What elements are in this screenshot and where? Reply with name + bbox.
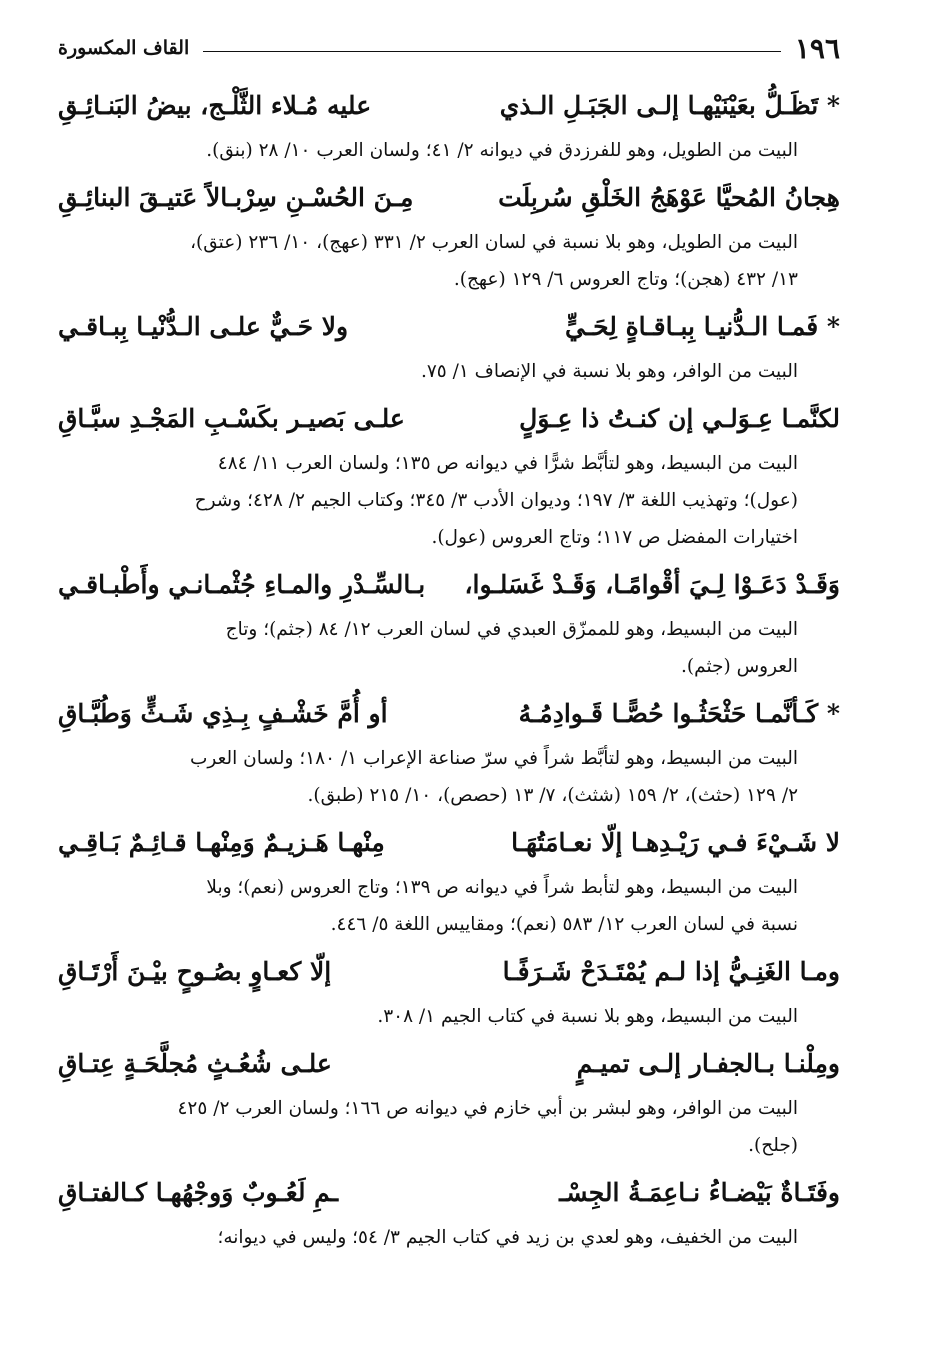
- verse-entry: [58, 559, 840, 685]
- first-hemistich: لا شَـيْءَ فـي رَيْـدِهـا إلّا نعـامَتُهَـا: [511, 828, 840, 857]
- note-line: البيت من الخفيف، وهو لعدي بن زيد في كتاب الجيم ٣/ ٥٤؛ وليس في ديوانه؛: [217, 1227, 798, 1248]
- section-title: القاف المكسورة: [58, 37, 190, 59]
- note-line: البيت من الوافر، وهو بلا نسبة في الإنصاف ١/ ٧٥.: [420, 361, 798, 382]
- note-line: البيت من البسيط، وهو للممزّق العبدي في لسان العرب ١٢/ ٨٤ (جثم)؛ وتاج: [225, 619, 798, 640]
- first-hemistich: * تَظَـلُّ بعَيْنَيْهـا إلـى الجَبَـلِ الـذي: [499, 91, 840, 120]
- first-hemistich: وفَتَـاةٌ بَيْضـاءُ نـاعِمَـةُ الجِسْـ: [559, 1178, 840, 1207]
- verse-line: [58, 301, 840, 351]
- verse-line: [58, 1167, 840, 1217]
- verse-note: [58, 353, 840, 390]
- second-hemistich: علـى شُعُـثٍ مُجلَّحَـةٍ عِتـاقِ: [58, 1049, 332, 1078]
- verse-line: [58, 946, 840, 996]
- second-hemistich: مِنْهـا هَـزيـمٌ وَمِنْهـا قـائِـمٌ بَـاقِـي: [58, 828, 385, 857]
- first-hemistich: * كَـأنَّمـا حَثْحَثُـوا حُصًّـا قَـوادِمُـهُ: [518, 699, 840, 728]
- verse-note: [58, 998, 840, 1035]
- verse-line: [58, 1038, 840, 1088]
- verse-entry: [58, 1038, 840, 1164]
- verse-entry: [58, 817, 840, 943]
- first-hemistich: هِجانُ المُحيَّا عَوْهَجُ الخَلْقِ سُربِلَت: [498, 183, 840, 212]
- first-hemistich: ومـا الغَنِـيُّ إذا لـم يُمْتَـدَحْ شَـرَفًـا: [502, 957, 840, 986]
- note-line: البيت من الطويل، وهو بلا نسبة في لسان العرب ٢/ ٣٣١ (عهج)، ١٠/ ٢٣٦ (عتق)،: [190, 232, 798, 253]
- page-number: ١٩٦: [794, 31, 840, 65]
- second-hemistich: علـى بَصيـر بكَسْـبِ المَجْـدِ سبَّـاقِ: [58, 404, 405, 433]
- verse-line: [58, 80, 840, 130]
- verse-note: [58, 224, 840, 298]
- verse-entry: [58, 172, 840, 298]
- first-hemistich: ومِلْنـا بـالجفـار إلـى تميـمٍ: [576, 1049, 840, 1078]
- verse-line: [58, 393, 840, 443]
- verse-entry: [58, 393, 840, 556]
- first-hemistich: * فَمـا الـدُّنيـا بِبـاقـاةٍ لِحَـيٍّ: [564, 312, 840, 341]
- second-hemistich: عليه مُـلاء الثَّلْـج، بيضُ البَنـائِـقِ: [58, 91, 372, 120]
- note-line: العروس (جثم).: [681, 656, 798, 677]
- note-line: نسبة في لسان العرب ١٢/ ٥٨٣ (نعم)؛ ومقاييس اللغة ٥/ ٤٤٦.: [330, 914, 798, 935]
- second-hemistich: ولا حَـيٌّ علـى الـدُّنْيـا بِبـاقـي: [58, 312, 349, 341]
- second-hemistich: أو أُمَّ خَشْـفٍ بِـذِي شَـثٍّ وَطُبَّـاقِ: [58, 699, 388, 728]
- verse-note: [58, 445, 840, 556]
- verse-entry: [58, 1167, 840, 1256]
- verse-note: [58, 611, 840, 685]
- note-line: (عول)؛ وتهذيب اللغة ٣/ ١٩٧؛ وديوان الأدب ٣/ ٣٤٥؛ وكتاب الجيم ٢/ ٤٢٨؛ وشرح: [194, 490, 798, 511]
- second-hemistich: بـالسِّـدْرِ والمـاءِ جُثْمـانـي وأَطْبـاقـي: [58, 570, 426, 599]
- verse-line: [58, 817, 840, 867]
- second-hemistich: مِـنَ الحُسْـنِ سِرْبـالاً عَتيـقَ البنائِـقِ: [58, 183, 414, 212]
- first-hemistich: لكنَّمـا عِـوَلـي إن كنـتُ ذا عِـوَلٍ: [519, 404, 840, 433]
- note-line: اختيارات المفضل ص ١١٧؛ وتاج العروس (عول).: [431, 527, 798, 548]
- verse-line: [58, 559, 840, 609]
- verse-entry: [58, 946, 840, 1035]
- second-hemistich: ـمِ لَعُـوبٌ وَوجْهُهـا كـالفتـاقِ: [58, 1178, 339, 1207]
- verse-entry: [58, 688, 840, 814]
- page-header: [58, 30, 840, 66]
- verse-line: [58, 688, 840, 738]
- note-line: البيت من البسيط، وهو لتأبَّط شراً في سرّ صناعة الإعراب ١/ ١٨٠؛ ولسان العرب: [189, 748, 798, 769]
- verse-line: [58, 172, 840, 222]
- verse-entry: [58, 80, 840, 169]
- note-line: ٢/ ١٢٩ (حثث)، ٢/ ١٥٩ (شثث)، ٧/ ١٣ (حصص)، ١٠/ ٢١٥ (طبق).: [307, 785, 798, 806]
- verse-note: [58, 869, 840, 943]
- note-line: البيت من الطويل، وهو للفرزدق في ديوانه ٢/ ٤١؛ ولسان العرب ١٠/ ٢٨ (بنق).: [206, 140, 798, 161]
- note-line: البيت من البسيط، وهو لتأبَّط شرًّا في ديوانه ص ١٣٥؛ ولسان العرب ١١/ ٤٨٤: [217, 453, 798, 474]
- verse-note: [58, 1219, 840, 1256]
- note-line: البيت من البسيط، وهو لتأبط شراً في ديوانه ص ١٣٩؛ وتاج العروس (نعم)؛ وبلا: [206, 877, 798, 898]
- note-line: ١٣/ ٤٣٢ (هجن)؛ وتاج العروس ٦/ ١٢٩ (عهج).: [453, 269, 798, 290]
- note-line: البيت من البسيط، وهو بلا نسبة في كتاب الجيم ١/ ٣٠٨.: [377, 1006, 798, 1027]
- verse-entry: [58, 301, 840, 390]
- note-line: البيت من الوافر، وهو لبشر بن أبي خازم في ديوانه ص ١٦٦؛ ولسان العرب ٢/ ٤٢٥: [177, 1098, 798, 1119]
- entries-list: [58, 80, 840, 1259]
- second-hemistich: إلّا كعـاوٍ بصُـوحٍ بيْـنَ أَرْتَـاقِ: [58, 957, 332, 986]
- verse-note: [58, 1090, 840, 1164]
- note-line: (جلح).: [748, 1135, 798, 1156]
- header-rule: [203, 51, 781, 52]
- verse-note: [58, 132, 840, 169]
- first-hemistich: وَقَـدْ دَعَـوْا لِـيَ أقْوامًـا، وَقَـدْ غَسَلـوا،: [464, 570, 840, 599]
- verse-note: [58, 740, 840, 814]
